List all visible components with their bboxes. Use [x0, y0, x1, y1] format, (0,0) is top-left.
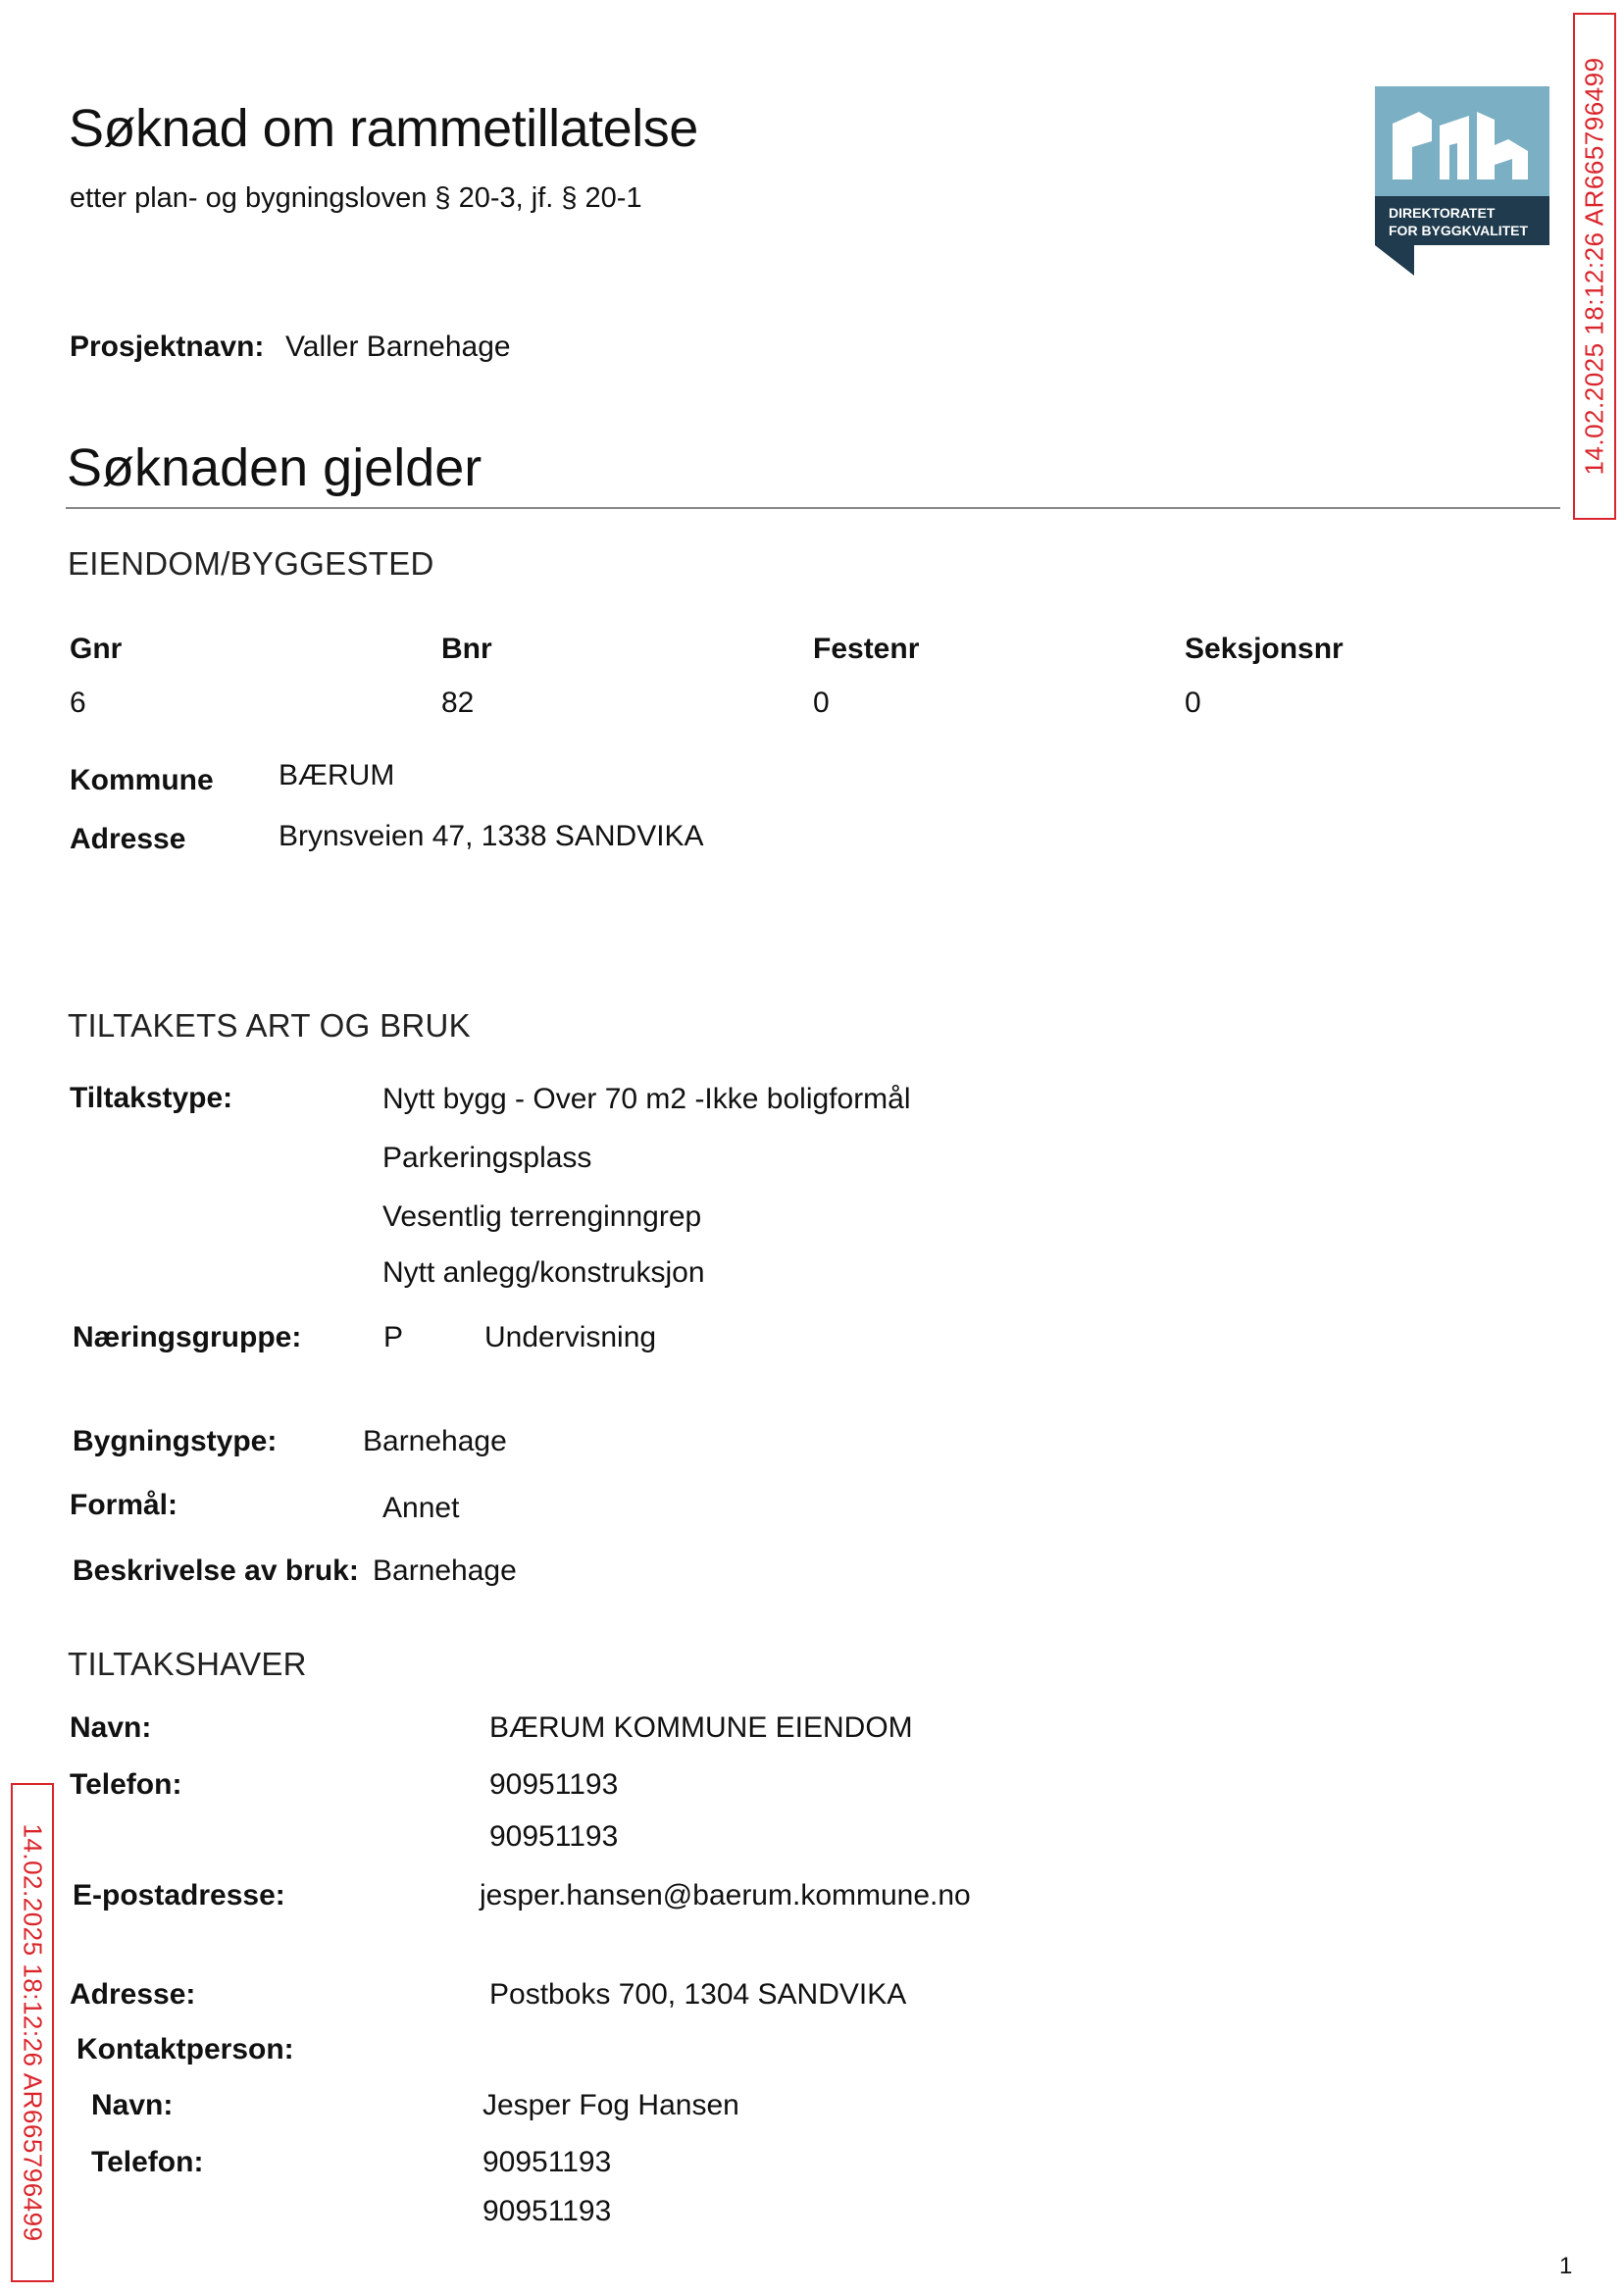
- tiltakshaver-adresse-label: Adresse:: [70, 1978, 196, 2011]
- kontakt-telefon-value: 90951193: [482, 2195, 612, 2227]
- section-eiendom-heading: EIENDOM/BYGGESTED: [68, 545, 434, 582]
- naeringsgruppe-code: P: [383, 1321, 404, 1353]
- tiltakshaver-adresse-value: Postboks 700, 1304 SANDVIKA: [489, 1978, 907, 2011]
- tiltakshaver-navn-label: Navn:: [70, 1711, 152, 1744]
- tiltakstype-item: Parkeringsplass: [382, 1142, 592, 1174]
- adresse-label: Adresse: [70, 823, 186, 855]
- bnr-value: 82: [441, 687, 475, 719]
- timestamp-stamp-top-text: 14.02.2025 18:12:26 AR665796499: [1579, 57, 1609, 476]
- document-title: Søknad om rammetillatelse: [69, 99, 698, 158]
- tiltakshaver-telefon-value: 90951193: [489, 1768, 619, 1801]
- timestamp-stamp-bottom-text: 14.02.2025 18:12:26 AR665796499: [18, 1823, 48, 2242]
- section-tiltak-heading: TILTAKETS ART OG BRUK: [68, 1007, 471, 1044]
- tiltakshaver-navn-value: BÆRUM KOMMUNE EIENDOM: [489, 1711, 913, 1744]
- kontakt-telefon-label: Telefon:: [91, 2146, 204, 2178]
- main-heading: Søknaden gjelder: [67, 438, 482, 497]
- seksjonsnr-value: 0: [1185, 687, 1201, 719]
- logo-text-line1: DIREKTORATET: [1389, 205, 1496, 221]
- adresse-value: Brynsveien 47, 1338 SANDVIKA: [279, 820, 704, 852]
- logo-flag-tail: [1375, 245, 1414, 276]
- kontaktperson-label: Kontaktperson:: [76, 2033, 294, 2065]
- timestamp-stamp-bottom: [11, 1783, 54, 2282]
- bygningstype-label: Bygningstype:: [73, 1425, 278, 1457]
- beskrivelse-bruk-label: Beskrivelse av bruk:: [73, 1555, 359, 1587]
- kommune-value: BÆRUM: [279, 759, 395, 791]
- tiltakshaver-telefon-label: Telefon:: [70, 1768, 182, 1801]
- epost-value: jesper.hansen@baerum.kommune.no: [480, 1879, 971, 1912]
- document-subtitle: etter plan- og bygningsloven § 20-3, jf. § 20-1: [70, 182, 642, 214]
- beskrivelse-bruk-value: Barnehage: [373, 1555, 517, 1587]
- logo-text-line2: FOR BYGGKVALITET: [1389, 223, 1529, 238]
- festenr-label: Festenr: [813, 633, 920, 665]
- kontakt-navn-label: Navn:: [91, 2089, 174, 2121]
- kontakt-telefon-value: 90951193: [482, 2146, 612, 2178]
- tiltakstype-item: Nytt anlegg/konstruksjon: [382, 1256, 705, 1289]
- formaal-label: Formål:: [70, 1489, 178, 1521]
- naeringsgruppe-label: Næringsgruppe:: [73, 1321, 302, 1353]
- section-tiltakshaver-heading: TILTAKSHAVER: [68, 1646, 307, 1682]
- bygningstype-value: Barnehage: [363, 1425, 507, 1457]
- kontakt-navn-value: Jesper Fog Hansen: [482, 2089, 739, 2121]
- page-number: 1: [1559, 2253, 1573, 2279]
- tiltakstype-item: Vesentlig terrenginngrep: [382, 1200, 702, 1233]
- epost-label: E-postadresse:: [73, 1879, 285, 1912]
- formaal-value: Annet: [382, 1492, 460, 1524]
- kommune-label: Kommune: [70, 764, 214, 796]
- timestamp-stamp-top: [1573, 13, 1616, 520]
- gnr-value: 6: [70, 687, 86, 719]
- tiltakshaver-telefon-value: 90951193: [489, 1820, 619, 1853]
- tiltakstype-label: Tiltakstype:: [70, 1082, 233, 1114]
- tiltakstype-item: Nytt bygg - Over 70 m2 -Ikke boligformål: [382, 1083, 911, 1115]
- seksjonsnr-label: Seksjonsnr: [1185, 633, 1344, 665]
- project-value: Valler Barnehage: [285, 331, 511, 363]
- gnr-label: Gnr: [70, 633, 123, 665]
- naeringsgruppe-value: Undervisning: [484, 1321, 657, 1353]
- dibk-logo: [1375, 86, 1549, 276]
- dibk-logo-icon: [1375, 86, 1549, 276]
- project-label: Prosjektnavn:: [70, 331, 265, 363]
- festenr-value: 0: [813, 687, 830, 719]
- bnr-label: Bnr: [441, 633, 492, 665]
- heading-divider: [66, 507, 1560, 509]
